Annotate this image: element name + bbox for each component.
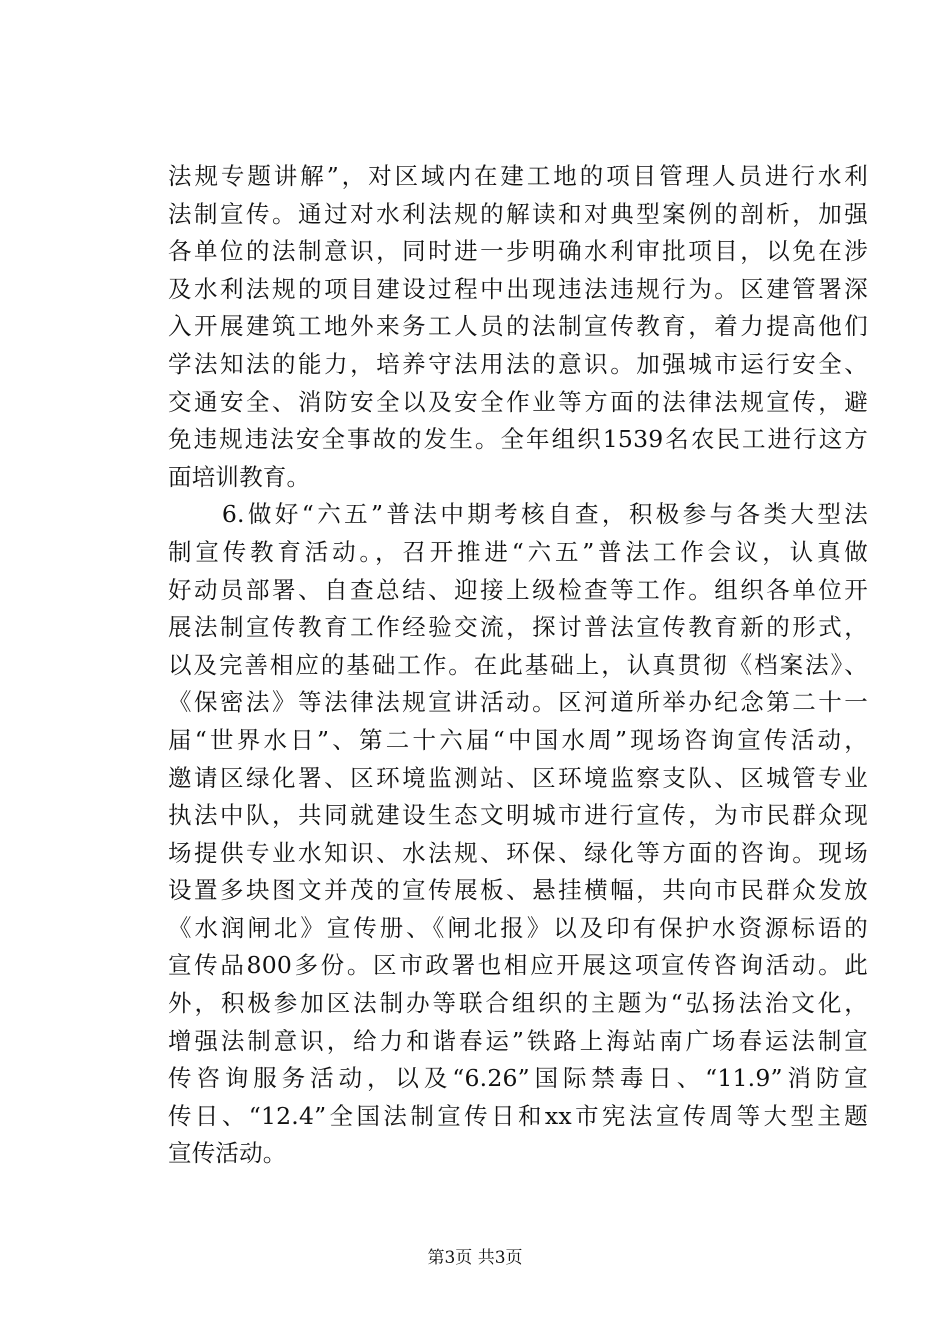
text-line: 《保密法》等法律法规宣讲活动。区河道所举办纪念第二十一 (168, 688, 868, 717)
text-line: 制宣传教育活动。，召开推进“六五”普法工作会议，认真做 (168, 537, 868, 566)
text-line: 展法制宣传教育工作经验交流，探讨普法宣传教育新的形式， (168, 613, 868, 642)
text-line: 传日、“12.4”全国法制宣传日和xx市宪法宣传周等大型主题 (168, 1101, 868, 1130)
text-line: 届“世界水日”、第二十六届“中国水周”现场咨询宣传活动， (168, 725, 868, 754)
text-line: 外，积极参加区法制办等联合组织的主题为“弘扬法治文化， (168, 989, 868, 1018)
text-line: 邀请区绿化署、区环境监测站、区环境监察支队、区城管专业 (168, 763, 868, 792)
text-line: 《水润闸北》宣传册、《闸北报》以及印有保护水资源标语的 (168, 913, 868, 942)
text-line: 法规专题讲解”，对区域内在建工地的项目管理人员进行水利 (168, 162, 868, 190)
text-line: 免违规违法安全事故的发生。全年组织1539名农民工进行这方 (168, 425, 868, 454)
text-line: 增强法制意识，给力和谐春运”铁路上海站南广场春运法制宣 (168, 1026, 868, 1055)
text-line: 设置多块图文并茂的宣传展板、悬挂横幅，共向市民群众发放 (168, 876, 868, 905)
text-line: 宣传活动。 (168, 1139, 287, 1168)
text-line: 执法中队，共同就建设生态文明城市进行宣传，为市民群众现 (168, 801, 868, 830)
text-line: 交通安全、消防安全以及安全作业等方面的法律法规宣传，避 (168, 387, 868, 416)
page-number-label: 第3页 共3页 (427, 1248, 523, 1268)
text-line: 以及完善相应的基础工作。在此基础上，认真贯彻《档案法》、 (168, 650, 868, 679)
text-line: 及水利法规的项目建设过程中出现违法违规行为。区建管署深 (168, 274, 868, 303)
text-line: 学法知法的能力，培养守法用法的意识。加强城市运行安全、 (168, 349, 868, 378)
text-line: 宣传品800多份。区市政署也相应开展这项宣传咨询活动。此 (168, 951, 868, 980)
text-line: 面培训教育。 (168, 462, 311, 491)
body-text (168, 158, 868, 1173)
text-line: 场提供专业水知识、水法规、环保、绿化等方面的咨询。现场 (168, 838, 868, 867)
page-footer (0, 1243, 950, 1268)
text-line: 传咨询服务活动，以及“6.26”国际禁毒日、“11.9”消防宣 (168, 1064, 868, 1093)
text-line: 入开展建筑工地外来务工人员的法制宣传教育，着力提高他们 (168, 312, 868, 341)
text-line: 好动员部署、自查总结、迎接上级检查等工作。组织各单位开 (168, 575, 868, 604)
text-line: 各单位的法制意识，同时进一步明确水利审批项目，以免在涉 (168, 237, 868, 266)
text-line: 6.做好“六五”普法中期考核自查，积极参与各类大型法 (168, 500, 868, 529)
text-line: 法制宣传。通过对水利法规的解读和对典型案例的剖析，加强 (168, 199, 868, 228)
